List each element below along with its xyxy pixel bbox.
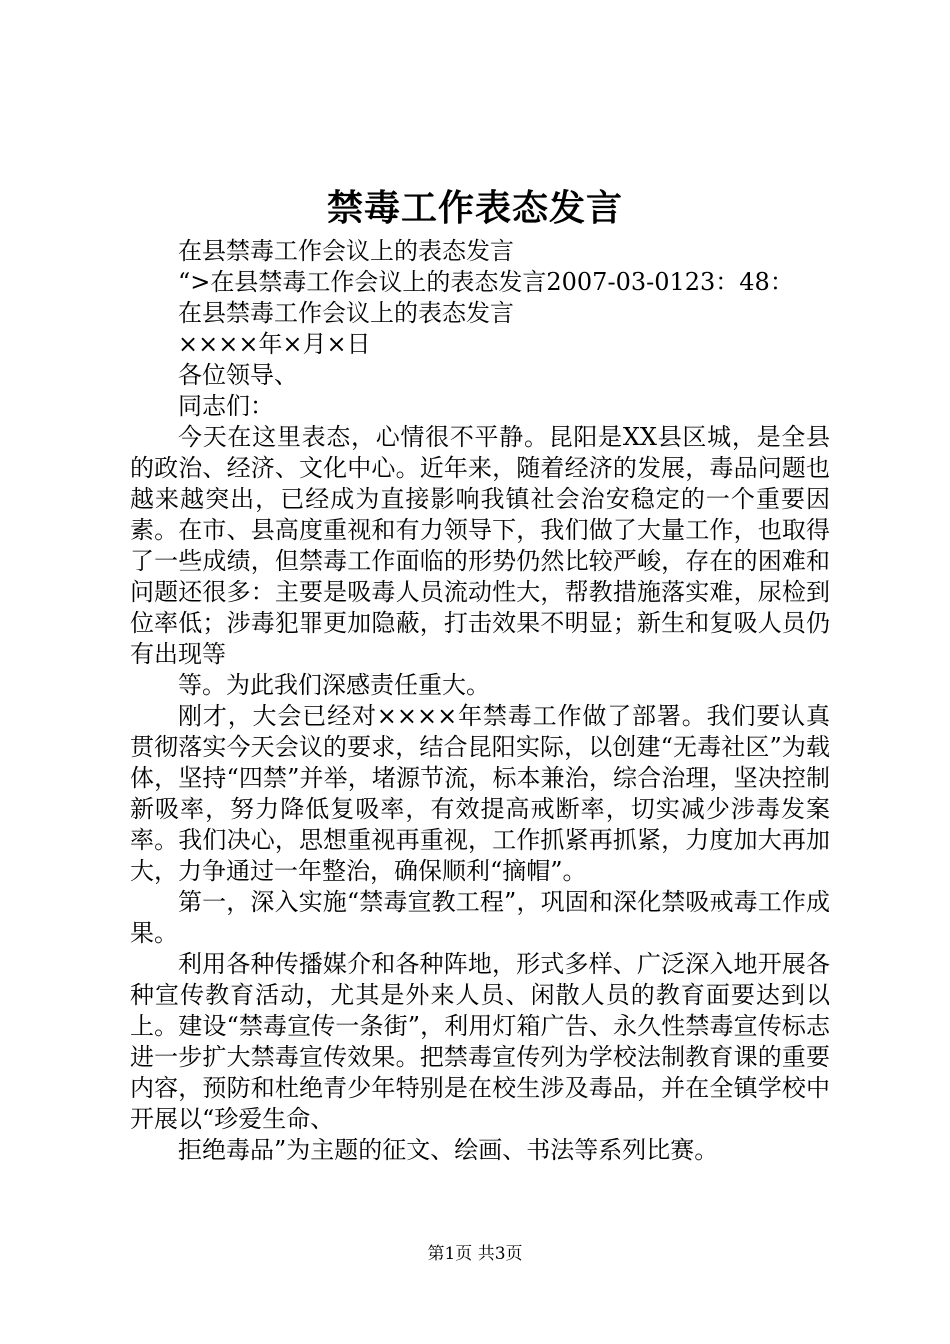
page-number-footer: 第1页 共3页 (427, 1244, 523, 1264)
paragraph-date: ××××年×月×日 (178, 330, 371, 358)
paragraph-salutation-comrades: 同志们： (178, 392, 274, 420)
document-title: 禁毒工作表态发言 (326, 187, 623, 229)
paragraph-deployment: 刚才，大会已经对××××年禁毒工作做了部署。我们要认真贯彻落实今天会议的要求，结合昆阳实际，以创建“无毒社区”为载体，坚持“四禁”并举，堵源节流，标本兼治，综合治理，坚决控制新吸率，努力降低复吸率，有效提高戒断率，切实减少涉毒发案率。我们决心，思想重视再重视，工作抓紧再抓紧，力度加大再加大，力争通过一年整治，确保顺利“摘帽”。 (130, 702, 830, 885)
paragraph-heading-line: 在县禁毒工作会议上的表态发言 (178, 237, 514, 265)
paragraph-responsibility: 等。为此我们深感责任重大。 (178, 671, 490, 699)
paragraph-first-point: 第一，深入实施“禁毒宣教工程”，巩固和深化禁吸戒毒工作成果。 (130, 888, 830, 947)
paragraph-salutation-leaders: 各位领导、 (178, 361, 298, 389)
paragraph-situation: 今天在这里表态，心情很不平静。昆阳是XX县区城，是全县的政治、经济、文化中心。近年来，随着经济的发展，毒品问题也越来越突出，已经成为直接影响我镇社会治安稳定的一个重要因素。在市、县高度重视和有力领导下，我们做了大量工作，也取得了一些成绩，但禁毒工作面临的形势仍然比较严峻，存在的困难和问题还很多：主要是吸毒人员流动性大，帮教措施落实难，尿检到位率低；涉毒犯罪更加隐蔽，打击效果不明显；新生和复吸人员仍有出现等 (130, 423, 830, 668)
paragraph-source-line: “>在县禁毒工作会议上的表态发言2007-03-0123：48： (178, 268, 794, 296)
document-body (130, 236, 830, 1166)
paragraph-publicity: 利用各种传播媒介和各种阵地，形式多样、广泛深入地开展各种宣传教育活动，尤其是外来人员、闲散人员的教育面要达到以上。建设“禁毒宣传一条街”，利用灯箱广告、永久性禁毒宣传标志进一步扩大禁毒宣传效果。把禁毒宣传列为学校法制教育课的重要内容，预防和杜绝青少年特别是在校生涉及毒品，并在全镇学校中开展以“珍爱生命、 (130, 950, 830, 1133)
paragraph-subtitle: 在县禁毒工作会议上的表态发言 (178, 299, 514, 327)
paragraph-contest: 拒绝毒品”为主题的征文、绘画、书法等系列比赛。 (178, 1136, 719, 1164)
